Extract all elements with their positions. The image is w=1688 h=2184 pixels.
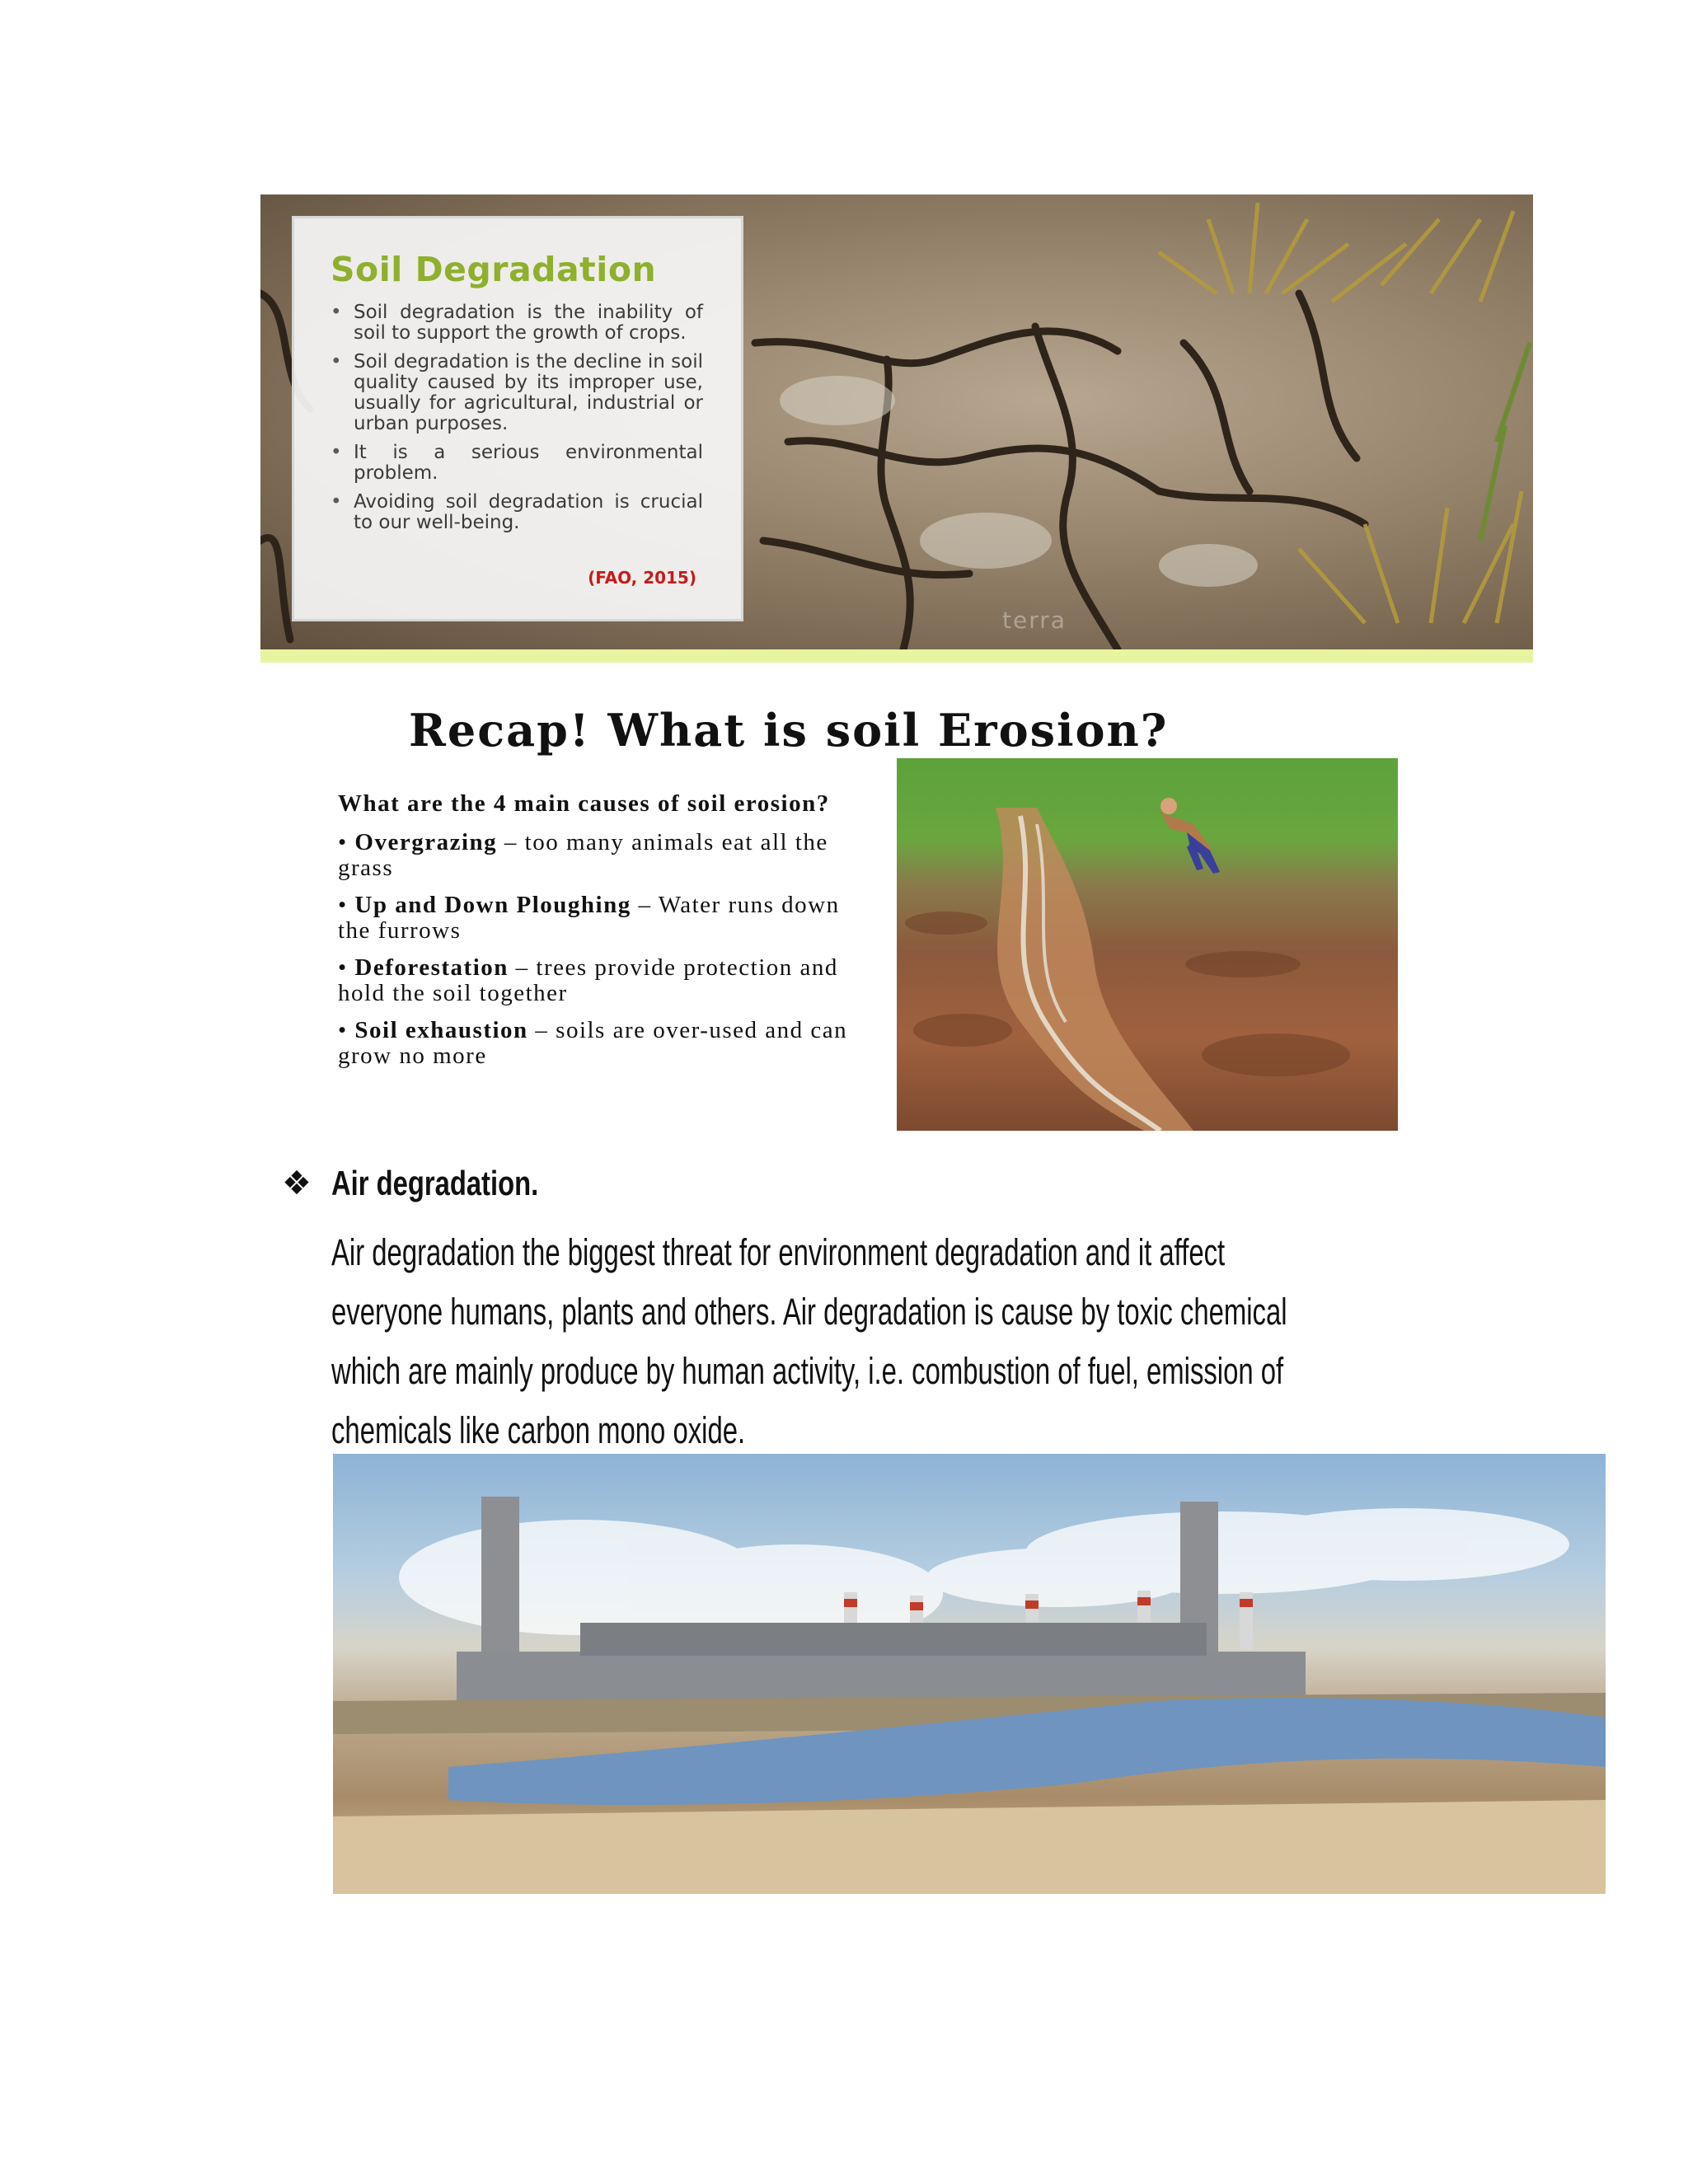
erosion-causes-text <box>338 791 849 1080</box>
cause-deforestation: • Deforestation – trees provide protection and hold the soil together <box>338 954 838 1006</box>
air-paragraph-line-4: chemicals like carbon mono oxide. <box>331 1409 746 1451</box>
causes-question: What are the 4 main causes of soil erosion? <box>338 790 830 817</box>
diamond-bullet-icon: ❖ <box>282 1165 312 1202</box>
air-paragraph-line-3: which are mainly produce by human activity, i.e. combustion of fuel, emission of <box>331 1350 1284 1392</box>
soil-erosion-photo <box>897 758 1398 1131</box>
soil-degradation-textbox <box>292 216 743 621</box>
air-degradation-heading: Air degradation. <box>331 1164 539 1202</box>
soil-bullet-3: • It is a serious environmental problem. <box>331 443 703 484</box>
air-degradation-paragraph <box>331 1223 1354 1460</box>
soil-bullet-list <box>331 302 703 533</box>
slide-bottom-strip <box>260 649 1533 663</box>
soil-degradation-slide <box>260 194 1533 649</box>
power-plant-photo <box>333 1454 1606 1894</box>
cause-soil-exhaustion: • Soil exhaustion – soils are over-used and can grow no more <box>338 1017 848 1069</box>
cause-ploughing: • Up and Down Ploughing – Water runs down the furrows <box>338 892 840 944</box>
soil-slide-title: Soil Degradation <box>331 250 657 289</box>
air-paragraph-line-2: everyone humans, plants and others. Air degradation is cause by toxic chemical <box>331 1291 1287 1333</box>
fao-citation: (FAO, 2015) <box>588 568 696 588</box>
slide-watermark: terra <box>1002 607 1067 634</box>
air-degradation-heading-row <box>282 1164 597 1203</box>
soil-bullet-4: • Avoiding soil degradation is crucial to our well-being. <box>331 492 703 533</box>
soil-bullet-1: • Soil degradation is the inability of soil to support the growth of crops. <box>331 302 703 344</box>
soil-bullet-2: • Soil degradation is the decline in soil quality caused by its improper use, usually for agricultural, industrial or urban purposes. <box>331 352 703 434</box>
air-paragraph-line-1: Air degradation the biggest threat for environment degradation and it affect <box>331 1231 1226 1273</box>
cause-overgrazing: • Overgrazing – too many animals eat all the grass <box>338 829 828 881</box>
recap-title: Recap! What is soil Erosion? <box>409 704 1169 757</box>
